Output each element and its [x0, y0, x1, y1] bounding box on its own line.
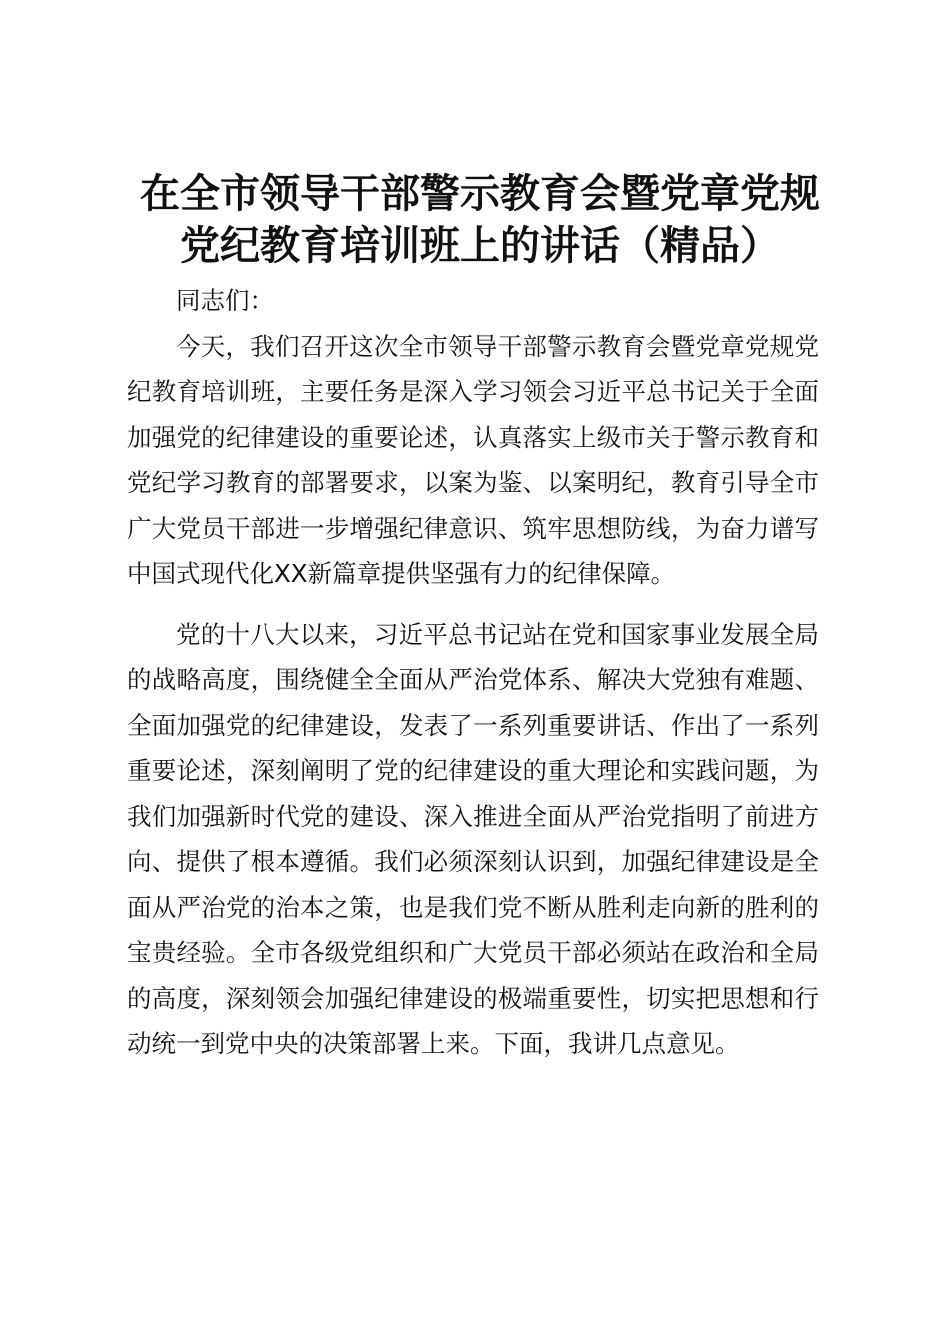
- title-line-2: 党纪教育培训班上的讲话（精品）: [180, 222, 780, 269]
- document-body: [127, 278, 819, 1067]
- paragraph-1: 今天，我们召开这次全市领导干部警示教育会暨党章党规党纪教育培训班，主要任务是深入学习领会习近平总书记关于全面加强党的纪律建设的重要论述，认真落实上级市关于警示教育和党纪学习教育的部署要求，以案为鉴、以案明纪，教育引导全市广大党员干部进一步增强纪律意识、筑牢思想防线，为奋力谱写中国式现代化XX新篇章提供坚强有力的纪律保障。: [127, 331, 819, 588]
- paragraph-2: 党的十八大以来，习近平总书记站在党和国家事业发展全局的战略高度，围绕健全全面从严治党体系、解决大党独有难题、全面加强党的纪律建设，发表了一系列重要讲话、作出了一系列重要论述，深刻阐明了党的纪律建设的重大理论和实践问题，为我们加强新时代党的建设、深入推进全面从严治党指明了前进方向、提供了根本遵循。我们必须深刻认识到，加强纪律建设是全面从严治党的治本之策，也是我们党不断从胜利走向新的胜利的宝贵经验。全市各级党组织和广大党员干部必须站在政治和全局的高度，深刻领会加强纪律建设的极端重要性，切实把思想和行动统一到党中央的决策部署上来。下面，我讲几点意见。: [127, 619, 819, 1058]
- salutation: 同志们：: [176, 286, 274, 315]
- title-line-1: 在全市领导干部警示教育会暨党章党规: [140, 170, 820, 217]
- document-title: [120, 168, 840, 272]
